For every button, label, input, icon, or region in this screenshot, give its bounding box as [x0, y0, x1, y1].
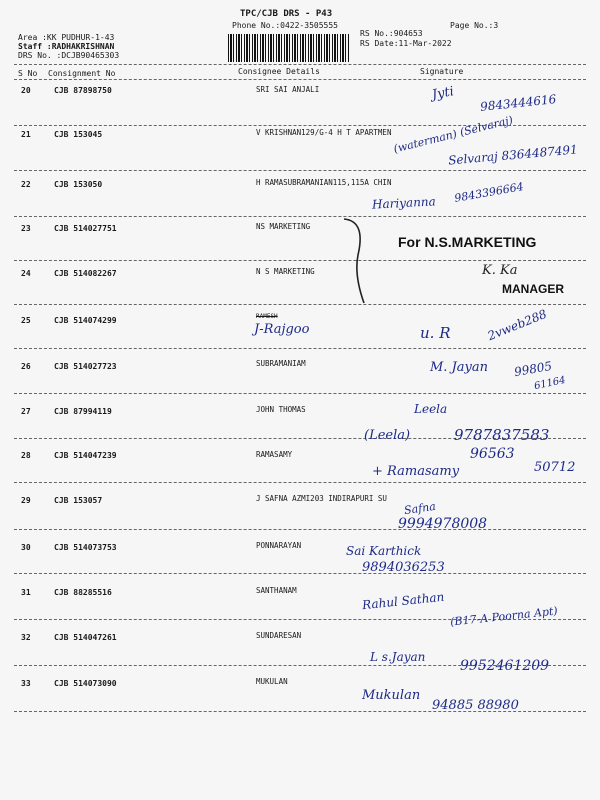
- sig-row29: Safna: [403, 499, 437, 518]
- row-consignment: CJB 153050: [54, 180, 103, 189]
- row-sno: 31: [21, 588, 31, 597]
- row-consignment: CJB 153045: [54, 130, 103, 139]
- row-sno: 24: [21, 269, 31, 278]
- col-consignee: Consignee Details: [238, 67, 320, 76]
- row-divider: [14, 348, 586, 349]
- row-sno: 20: [21, 86, 31, 95]
- row-consignee: MUKULAN: [256, 677, 288, 686]
- sig-row28: + Ramasamy: [372, 464, 460, 479]
- row-sno: 27: [21, 407, 31, 416]
- row-consignee: JOHN THOMAS: [256, 405, 306, 414]
- phone-number: Phone No.:0422-3505555: [232, 21, 338, 30]
- columns-divider: [14, 79, 586, 80]
- row-consignee: NS MARKETING: [256, 222, 311, 231]
- row-divider: [14, 529, 586, 530]
- brace-icon: [336, 215, 376, 310]
- row-consignment: CJB 87898750: [54, 86, 112, 95]
- row-sno: 21: [21, 130, 31, 139]
- row-divider: [14, 260, 586, 261]
- sig-row33: Mukulan: [362, 688, 421, 703]
- staff-label: Staff :RADHAKRISHNAN: [18, 42, 115, 51]
- row-consignee: SUNDARESAN: [256, 631, 302, 640]
- phone-row28-a: 96563: [470, 446, 515, 462]
- sig-row26: M. Jayan: [430, 360, 489, 375]
- sig-row32: L s.Jayan: [370, 650, 426, 664]
- phone-row33: 94885 88980: [432, 698, 519, 713]
- row-consignee: V KRISHNAN129/G-4 H T APARTMEN: [256, 128, 392, 137]
- stamp-manager: MANAGER: [502, 282, 564, 296]
- col-consignment: Consignment No: [48, 69, 116, 78]
- sig-row22: Hariyanna: [371, 194, 437, 212]
- row-consignment: CJB 514027723: [54, 362, 117, 371]
- row-divider: [14, 304, 586, 305]
- note-row21: (waterman) (Selvaraj): [392, 113, 515, 156]
- row-consignee: SUBRAMANIAM: [256, 359, 306, 368]
- row-divider: [14, 216, 586, 217]
- sig-row30: Sai Karthick: [346, 544, 422, 558]
- row-consignment: CJB 514027751: [54, 224, 117, 233]
- row-consignment: CJB 514082267: [54, 269, 117, 278]
- row-sno: 33: [21, 679, 31, 688]
- row-consignment: CJB 514073753: [54, 543, 117, 552]
- row-consignment: CJB 514074299: [54, 316, 117, 325]
- phone-row26-b: 61164: [533, 374, 567, 393]
- scrawl-row25: u. R: [420, 324, 451, 342]
- col-signature: Signature: [420, 67, 464, 76]
- row-sno: 22: [21, 180, 31, 189]
- row-consignee: SRI SAI ANJALI: [256, 85, 320, 94]
- row-consignee: N S MARKETING: [256, 267, 315, 276]
- row-consignee: J SAFNA AZMI203 INDIRAPURI SU: [256, 494, 387, 503]
- stamp-initials: K. Ka: [482, 263, 518, 278]
- row-sno: 26: [21, 362, 31, 371]
- row-sno: 23: [21, 224, 31, 233]
- phone-row25: 2vweb288: [485, 306, 549, 344]
- phone-row32: 9952461209: [460, 658, 550, 674]
- header-divider: [14, 64, 586, 65]
- sig-row20: Jyti: [430, 84, 456, 103]
- row-consignment: CJB 153057: [54, 496, 103, 505]
- name-row27: (Leela): [364, 428, 411, 443]
- row-sno: 28: [21, 451, 31, 460]
- row-consignment: CJB 87994119: [54, 407, 112, 416]
- row-divider: [14, 393, 586, 394]
- phone-row29: 9994978008: [398, 516, 488, 532]
- row-consignee: SANTHANAM: [256, 586, 297, 595]
- page-number: Page No.:3: [450, 21, 499, 30]
- addr-row31: (B17-A Poorna Apt): [449, 604, 559, 629]
- row-consignment: CJB 514047239: [54, 451, 117, 460]
- row-consignee: H RAMASUBRAMANIAN115,115A CHIN: [256, 178, 392, 187]
- rs-number: RS No.:904653: [360, 29, 423, 38]
- col-sno: S No: [18, 69, 38, 78]
- row-sno: 30: [21, 543, 31, 552]
- phone-row30: 9894036253: [362, 560, 445, 575]
- stamp-company: For N.S.MARKETING: [398, 234, 537, 250]
- row-divider: [14, 170, 586, 171]
- row-consignee: PONNARAYAN: [256, 541, 302, 550]
- row-consignment: CJB 88285516: [54, 588, 112, 597]
- document-title: TPC/CJB DRS - P43: [240, 9, 333, 19]
- row-sno: 29: [21, 496, 31, 505]
- sig-row21: Selvaraj 8364487491: [447, 142, 579, 168]
- sig-row31: Rahul Sathan: [361, 589, 445, 613]
- area-label: Area :KK PUDHUR-1-43: [18, 33, 115, 42]
- row-sno: 32: [21, 633, 31, 642]
- rs-date: RS Date:11-Mar-2022: [360, 39, 452, 48]
- phone-row22: 9843396664: [453, 180, 525, 205]
- row-divider: [14, 573, 586, 574]
- row-sno: 25: [21, 316, 31, 325]
- row-consignee: RAMASAMY: [256, 450, 293, 459]
- sig-row27: Leela: [414, 402, 448, 416]
- row-consignment: CJB 514047261: [54, 633, 117, 642]
- barcode: [228, 34, 350, 62]
- row-divider: [14, 482, 586, 483]
- sig-row25: J-Rajgoo: [254, 322, 310, 337]
- phone-row27: 9787837583: [454, 426, 550, 444]
- phone-row20: 9843444616: [479, 92, 557, 114]
- row-consignment: CJB 514073090: [54, 679, 117, 688]
- row-consignee: RAMESH: [256, 313, 278, 320]
- phone-row28-b: 50712: [534, 460, 576, 475]
- drs-number: DRS No. :DCJB90465303: [18, 51, 120, 60]
- phone-row26-a: 99805: [513, 358, 554, 380]
